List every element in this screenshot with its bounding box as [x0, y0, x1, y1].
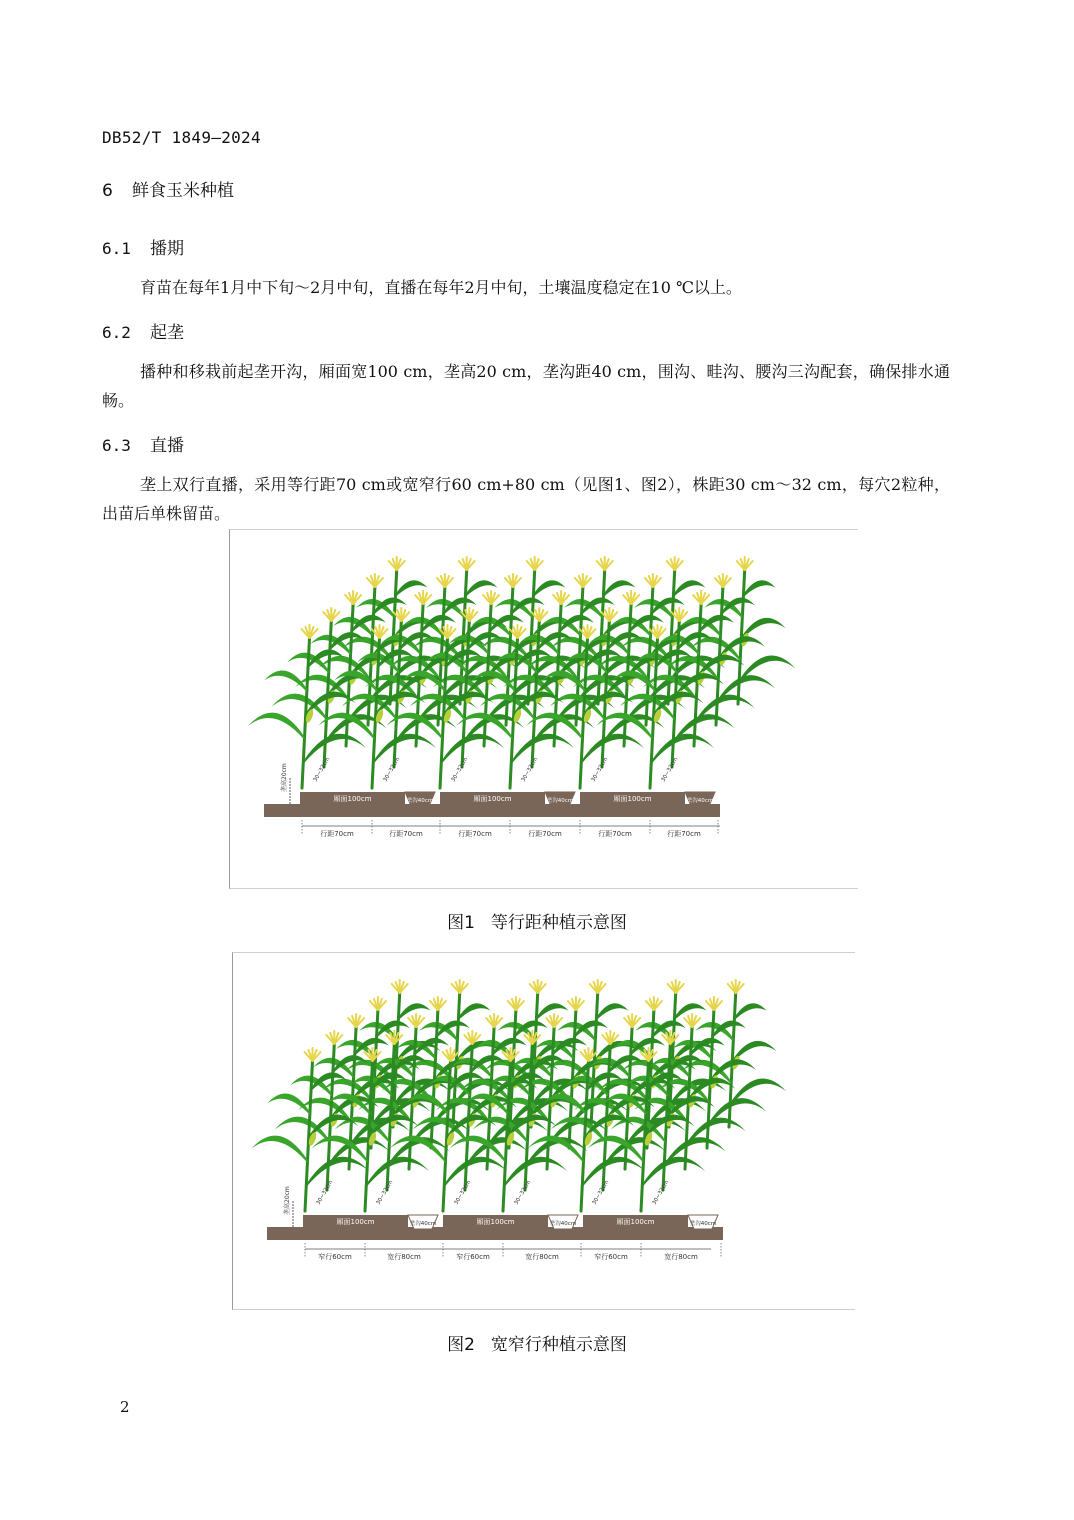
page-number: 2: [120, 1398, 130, 1416]
row-spacing-label: 宽行80cm: [387, 1253, 421, 1261]
plant-spacing-label: 30~32cm: [450, 756, 470, 783]
figure-2-caption: [0, 1330, 1074, 1355]
bed-width-label: 厢面100cm: [333, 795, 372, 803]
document-number: DB52/T 1849—2024: [102, 128, 261, 147]
furrow-width-label: 垄沟40cm: [686, 798, 714, 804]
subsection-title: 直播: [150, 436, 184, 456]
furrow-width-label: 垄沟40cm: [549, 1221, 577, 1227]
row-spacing-label: 行距70cm: [458, 830, 492, 838]
bed-width-label: 厢面100cm: [613, 795, 652, 803]
subsection-number: 6.1: [102, 239, 131, 258]
furrow-width-label: 垄沟40cm: [689, 1221, 717, 1227]
plant-spacing-label: 30~32cm: [315, 1179, 335, 1206]
subsection-heading-6-3: [102, 431, 184, 456]
figure-number: 图2: [447, 1335, 475, 1355]
subsection-number: 6.3: [102, 436, 131, 455]
row-spacing-label: 行距70cm: [528, 830, 562, 838]
bed-width-label: 厢面100cm: [336, 1218, 375, 1226]
row-spacing-label: 行距70cm: [667, 830, 701, 838]
row-spacing-label: 宽行80cm: [664, 1253, 698, 1261]
row-spacing-label: 行距70cm: [598, 830, 632, 838]
row-spacing-label: 行距70cm: [389, 830, 423, 838]
figure-1-caption: [0, 908, 1074, 933]
plant-spacing-label: 30~32cm: [312, 756, 332, 783]
plant-spacing-label: 30~32cm: [651, 1179, 671, 1206]
section-number: 6: [102, 181, 113, 201]
figure-2: [232, 952, 855, 1310]
figure-1-diagram: [230, 530, 858, 888]
paragraph-6-3: 垄上双行直播，采用等行距70 cm或宽窄行60 cm+80 cm（见图1、图2），株距30 cm～32 cm，每穴2粒种，出苗后单株留苗。: [102, 475, 950, 523]
bed-width-label: 厢面100cm: [473, 795, 512, 803]
furrow-width-label: 垄沟40cm: [546, 798, 574, 804]
subsection-number: 6.2: [102, 323, 131, 342]
figure-1: [229, 529, 858, 889]
bed-width-label: 厢面100cm: [616, 1218, 655, 1226]
figure-title: 等行距种植示意图: [490, 913, 627, 933]
ridge-height-label: 垄高20cm: [284, 1186, 291, 1215]
row-spacing-label: 窄行60cm: [456, 1253, 490, 1261]
furrow-width-label: 垄沟40cm: [409, 1221, 437, 1227]
plant-spacing-label: 30~32cm: [660, 756, 680, 783]
plant-spacing-label: 30~32cm: [382, 756, 402, 783]
plant-spacing-label: 30~32cm: [591, 1179, 611, 1206]
subsection-title: 起垄: [150, 323, 184, 343]
plant-spacing-label: 30~32cm: [513, 1179, 533, 1206]
row-spacing-label: 窄行60cm: [318, 1253, 352, 1261]
row-spacing-label: 窄行60cm: [594, 1253, 628, 1261]
subsection-heading-6-1: [102, 234, 184, 259]
section-title: 鲜食玉米种植: [132, 181, 234, 201]
figure-number: 图1: [447, 913, 475, 933]
ridge-height-label: 垄高20cm: [281, 763, 288, 792]
furrow-width-label: 垄沟40cm: [406, 798, 434, 804]
subsection-title: 播期: [150, 239, 184, 259]
plant-spacing-label: 30~32cm: [453, 1179, 473, 1206]
figure-2-diagram: [233, 953, 855, 1309]
bed-width-label: 厢面100cm: [476, 1218, 515, 1226]
figure-title: 宽窄行种植示意图: [490, 1335, 627, 1355]
plant-spacing-label: 30~32cm: [590, 756, 610, 783]
row-spacing-label: 宽行80cm: [525, 1253, 559, 1261]
paragraph-6-2: 播种和移栽前起垄开沟，厢面宽100 cm，垄高20 cm，垄沟距40 cm，围沟、畦沟、腰沟三沟配套，确保排水通畅。: [102, 362, 950, 410]
section-heading: [102, 176, 234, 201]
paragraph-6-1: 育苗在每年1月中下旬～2月中旬，直播在每年2月中旬，土壤温度稳定在10 ℃以上。: [140, 278, 742, 297]
row-spacing-label: 行距70cm: [320, 830, 354, 838]
plant-spacing-label: 30~32cm: [520, 756, 540, 783]
plant-spacing-label: 30~32cm: [375, 1179, 395, 1206]
subsection-heading-6-2: [102, 318, 184, 343]
